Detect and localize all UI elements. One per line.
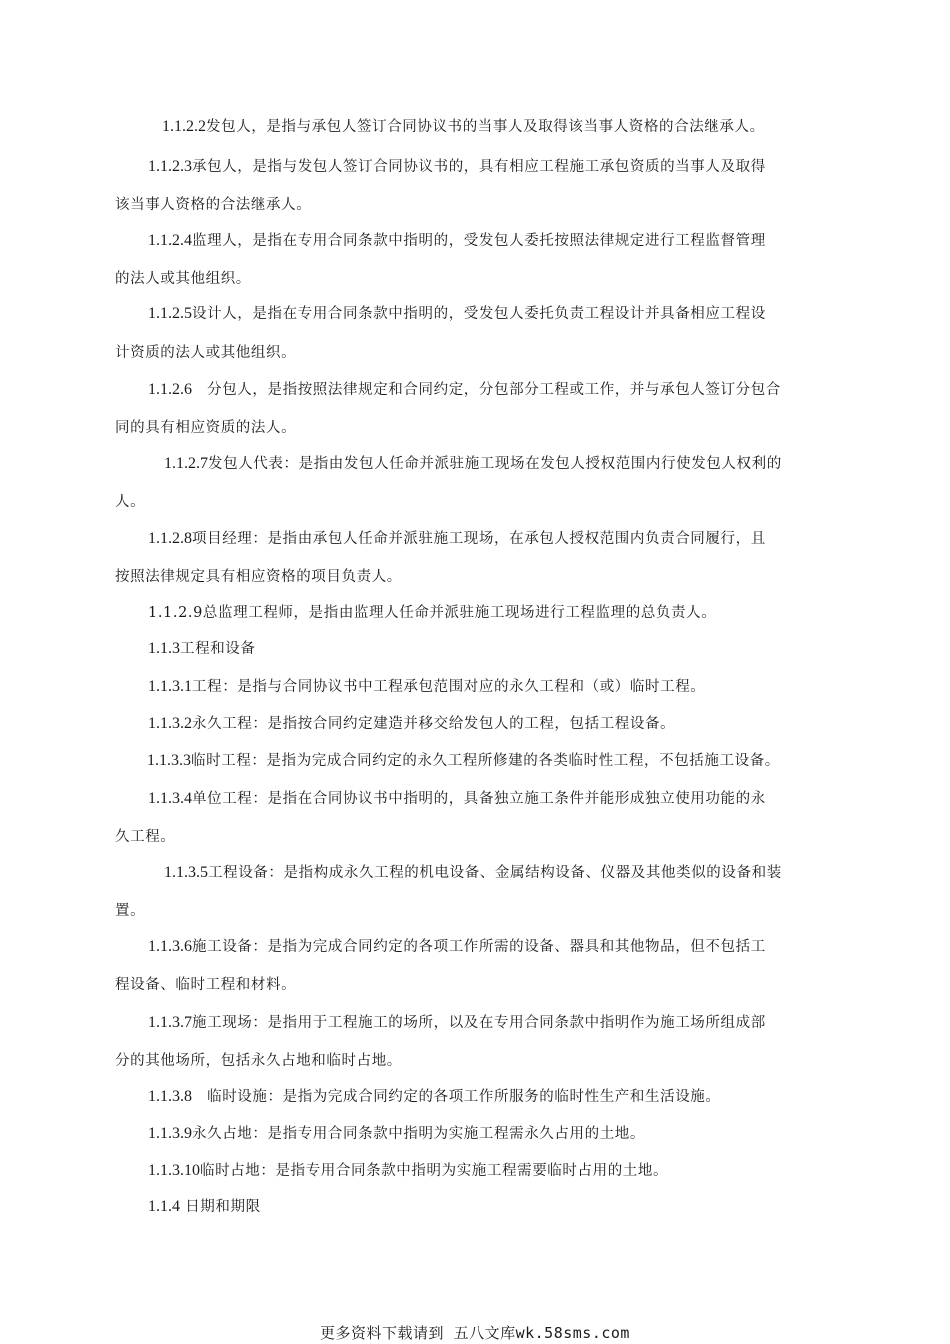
clause-number: 1.1.3.3 [147,752,191,769]
clause-text: 的法人或其他组织。 [115,271,251,287]
paragraph-line [162,117,765,137]
clause-text: 监理人，是指在专用合同条款中指明的，受发包人委托按照法律规定进行工程监督管理 [192,233,766,249]
clause-number: 1.1.2.2 [162,118,206,135]
clause-text: 久工程。 [115,829,176,845]
paragraph-line [148,1161,668,1181]
paragraph-line [148,639,256,659]
clause-text: 该当事人资格的合法继承人。 [115,197,312,213]
clause-text: 分的其他场所，包括永久占地和临时占地。 [115,1053,402,1069]
paragraph-line [115,827,175,847]
paragraph-line [148,1087,721,1107]
clause-number: 1.1.3.10 [148,1162,200,1179]
clause-number: 1.1.4 [148,1198,180,1215]
paragraph-line [115,269,251,289]
clause-number: 1.1.3.7 [148,1014,192,1031]
paragraph-line [148,677,705,697]
clause-number: 1.1.2.6 [148,381,192,398]
clause-number: 1.1.2.4 [148,232,192,249]
clause-text: 程设备、临时工程和材料。 [115,977,297,993]
paragraph-line [148,937,766,957]
clause-number: 1.1.2.7 [164,455,208,472]
clause-text: 分包人，是指按照法律规定和合同约定，分包部分工程或工作，并与承包人签订分包合 [192,382,781,398]
clause-number: 1.1.3.1 [148,678,192,695]
clause-number: 1.1.3.8 [148,1088,192,1105]
paragraph-line [164,863,782,883]
clause-text: 1.1.2.9总监理工程师，是指由监理人任命并派驻施工现场进行工程监理的总负责人。 [148,605,717,621]
paragraph-line [115,1051,402,1071]
clause-number: 1.1.3.2 [148,715,192,732]
clause-number: 1.1.3.6 [148,938,192,955]
clause-text: 承包人，是指与发包人签订合同协议书的，具有相应工程施工承包资质的当事人及取得 [192,159,766,175]
paragraph-line [115,567,402,587]
paragraph-line [115,975,296,995]
paragraph-line [148,304,766,324]
clause-text: 按照法律规定具有相应资格的项目负责人。 [115,569,402,585]
paragraph-line [148,380,781,400]
clause-text: 项目经理：是指由承包人任命并派驻施工现场，在承包人授权范围内负责合同履行，且 [192,531,766,547]
clause-text: 永久工程：是指按合同约定建造并移交给发包人的工程，包括工程设备。 [192,716,676,732]
clause-text: 置。 [115,903,146,919]
paragraph-line [148,1124,645,1144]
paragraph-line [148,603,716,623]
paragraph-line [148,1013,766,1033]
clause-text: 人。 [115,494,146,510]
clause-text: 同的具有相应资质的法人。 [115,420,297,436]
clause-number: 1.1.3 [148,640,180,657]
clause-text: 计资质的法人或其他组织。 [115,345,297,361]
clause-text: 发包人，是指与承包人签订合同协议书的当事人及取得该当事人资格的合法继承人。 [206,119,765,135]
paragraph-line [115,418,296,438]
clause-number: 1.1.3.9 [148,1125,192,1142]
paragraph-line [115,195,311,215]
paragraph-line [148,714,675,734]
clause-text: 施工现场：是指用于工程施工的场所，以及在专用合同条款中指明作为施工场所组成部 [192,1015,766,1031]
clause-text: 临时设施：是指为完成合同约定的各项工作所服务的临时性生产和生活设施。 [192,1089,721,1105]
paragraph-line [148,529,766,549]
paragraph-line [115,492,145,512]
clause-text: 工程：是指与合同协议书中工程承包范围对应的永久工程和（或）临时工程。 [192,679,706,695]
clause-text: 工程设备：是指构成永久工程的机电设备、金属结构设备、仪器及其他类似的设备和装 [208,865,782,881]
clause-number: 1.1.2.5 [148,305,192,322]
clause-number: 1.1.3.4 [148,790,192,807]
clause-text: 日期和期限 [180,1199,261,1215]
clause-number: 1.1.3.5 [164,864,208,881]
paragraph-line [164,454,782,474]
clause-text: 发包人代表：是指由发包人任命并派驻施工现场在发包人授权范围内行使发包人权利的 [208,456,782,472]
clause-text: 设计人，是指在专用合同条款中指明的，受发包人委托负责工程设计并具备相应工程设 [192,306,766,322]
clause-text: 临时占地：是指专用合同条款中指明为实施工程需要临时占用的土地。 [200,1163,669,1179]
clause-text: 永久占地：是指专用合同条款中指明为实施工程需永久占用的土地。 [192,1126,645,1142]
paragraph-line [148,789,766,809]
paragraph-line [115,901,145,921]
clause-text: 临时工程：是指为完成合同约定的永久工程所修建的各类临时性工程，不包括施工设备。 [191,753,780,769]
paragraph-line [148,1197,261,1217]
clause-text: 施工设备：是指为完成合同约定的各项工作所需的设备、器具和其他物品，但不包括工 [192,939,766,955]
paragraph-line [148,231,766,251]
clause-number: 1.1.2.8 [148,530,192,547]
paragraph-line [148,157,766,177]
clause-number: 1.1.2.3 [148,158,192,175]
footer-watermark: 更多资料下载请到 五八文库wk.58sms.com [320,1324,630,1342]
paragraph-line [147,751,780,771]
clause-text: 单位工程：是指在合同协议书中指明的，具备独立施工条件并能形成独立使用功能的永 [192,791,766,807]
clause-text: 工程和设备 [180,641,256,657]
paragraph-line [115,343,296,363]
